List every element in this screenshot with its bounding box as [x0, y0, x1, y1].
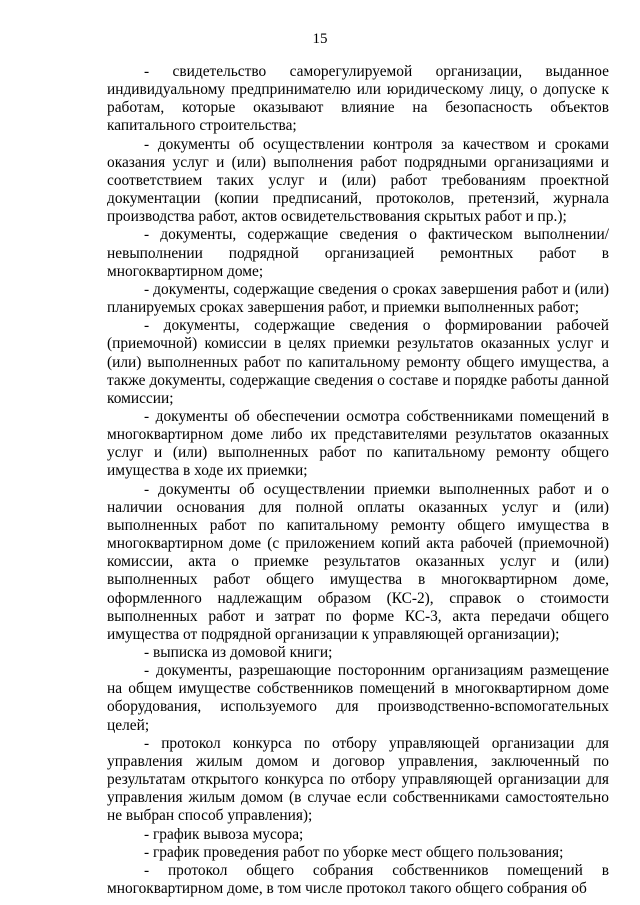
paragraph: - график проведения работ по уборке мест общего пользования; — [144, 843, 564, 861]
page-number: 15 — [312, 31, 328, 47]
paragraph: - документы, разрешающие посторонним организациям размещение на общем имуществе собственников помещений в многоквартирном доме оборудования, используемого для производственно-вспомогательных целей; — [107, 662, 609, 734]
paragraph: - документы об осуществлении приемки выполненных работ и о наличии основания для полной оплаты оказанных услуг и (или) выполненных работ по капитальному ремонту общего имущества в многоквартирном доме (с приложением копий акта рабочей (приемочной) комиссии, акта о приемке результатов оказанных услуг и (или) выполненных работ общего имущества в многоквартирном доме, оформленного надлежащим образом (КС-2), справок о стоимости выполненных работ и затрат по форме КС-3, акта передачи общего имущества от подрядной организации к управляющей организации); — [107, 480, 609, 643]
paragraph: - документы, содержащие сведения о формировании рабочей (приемочной) комиссии в целях приемки результатов оказанных услуг и (или) выполненных работ по капитальному ремонту общего имущества, а также документы, содержащие сведения о составе и порядке работы данной комиссии; — [107, 317, 609, 407]
paragraph: - протокол конкурса по отбору управляющей организации для управления жилым домом и договор управления, заключенный по результатам открытого конкурса по отбору управляющей организации для управления жилым домом (в случае если собственниками самостоятельно не выбран способ управления); — [107, 734, 609, 825]
paragraph: - выписка из домовой книги; — [144, 644, 333, 661]
document-body — [107, 63, 609, 898]
paragraph: - свидетельство саморегулируемой организации, выданное индивидуальному предпринимателю или юридическому лицу, о допуске к работам, которые оказывают влияние на безопасность объектов капитального строительства; — [107, 63, 609, 135]
paragraph: - документы, содержащие сведения о сроках завершения работ и (или) планируемых сроках завершения работ, и приемки выполненных работ; — [107, 280, 609, 317]
paragraph: - протокол общего собрания собственников помещений в многоквартирном доме, в том числе протокол такого общего собрания об — [107, 861, 609, 898]
paragraph: - документы об обеспечении осмотра собственниками помещений в многоквартирном доме либо их представителями результатов оказанных услуг и (или) выполненных работ по капитальному ремонту общего имущества в ходе их приемки; — [107, 407, 609, 480]
paragraph: - график вывоза мусора; — [144, 825, 304, 843]
paragraph: - документы об осуществлении контроля за качеством и сроками оказания услуг и (или) выполнения работ подрядными организациями и соответствием таких услуг и (или) работ требованиям проектной документации (копии предписаний, протоколов, претензий, журнала производства работ, актов освидетельствования скрытых работ и пр.); — [107, 135, 609, 226]
paragraph: - документы, содержащие сведения о фактическом выполнении/невыполнении подрядной организацией ремонтных работ в многоквартирном доме; — [107, 226, 609, 280]
